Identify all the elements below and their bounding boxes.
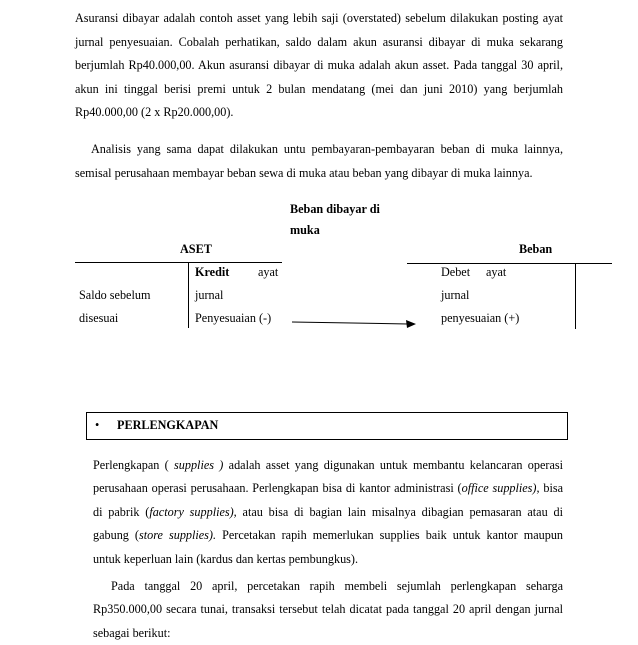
diagram-title-line2: muka [290, 223, 320, 237]
beban-header: Beban [519, 242, 553, 256]
arrow-icon [290, 315, 420, 329]
debet-ayat: ayat [486, 265, 507, 279]
p3-text-4: atau bisa di bagian lain misalnya dibagian pemasaran atau di gabung ( [93, 504, 563, 543]
saldo-sebelum-label: Saldo sebelum [79, 288, 151, 302]
kredit-penyesuaian: Penyesuaian (-) [195, 311, 272, 325]
p3-text-2: adalah asset yang digunakan untuk membantu kelancaran operasi perusahaan operasi perusahaan. Perlengkapan bisa di kantor administrasi ( [93, 458, 564, 496]
section-title: PERLENGKAPAN [117, 418, 219, 432]
p3-text-5: Percetakan rapih memerlukan supplies baik untuk kantor maupun untuk keperluan lain (kardus dan kertas pembungkus). [93, 528, 564, 566]
kredit-label: Kredit [195, 265, 230, 279]
aset-divider [188, 262, 189, 328]
paragraph-pembelian: Pada tanggal 20 april, percetakan rapih membeli sejumlah perlengkapan seharga Rp350.000,00 secara tunai, transaksi tersebut telah dicatat pada tanggal 20 april dengan jurnal sebagai berikut: [93, 579, 563, 640]
aset-top-line [75, 262, 282, 263]
diagram-title-line1: Beban dibayar di [290, 202, 380, 216]
section-box-perlengkapan [86, 412, 568, 440]
p3-italic-2: office supplies), [461, 481, 540, 496]
kredit-ayat: ayat [258, 265, 279, 279]
aset-header: ASET [180, 242, 212, 256]
debet-penyesuaian: penyesuaian (+) [441, 311, 520, 325]
p3-italic-3: factory supplies), [149, 504, 237, 519]
paragraph-asuransi: Asuransi dibayar adalah contoh asset yang lebih saji (overstated) sebelum dilakukan posting ayat jurnal penyesuaian. Cobalah perhatikan, saldo dalam akun asuransi dibayar di muka sekarang berjumlah Rp40.000,00. Akun asuransi dibayar di muka adalah akun asset. Pada tanggal 30 april, akun ini tinggal berisi premi untuk 2 bulan mendatang (mei dan juni 2010) yang berjumlah Rp40.000,00 (2 x Rp20.000,00). [75, 11, 563, 120]
kredit-jurnal: jurnal [195, 288, 224, 302]
paragraph-perlengkapan [93, 454, 563, 571]
debet-label: Debet [441, 265, 471, 279]
beban-top-line [407, 263, 612, 264]
p3-text-3: bisa di pabrik ( [93, 481, 563, 519]
bullet-icon: • [95, 418, 100, 432]
p3-italic-4: store supplies). [139, 528, 217, 543]
debet-jurnal: jurnal [441, 288, 470, 302]
p3-text-1: Perlengkapan ( [93, 458, 175, 472]
disesuai-label: disesuai [79, 311, 119, 325]
p3-italic-1: supplies ) [174, 458, 224, 472]
beban-right-border [575, 263, 576, 329]
paragraph-analisis: Analisis yang sama dapat dilakukan untu pembayaran-pembayaran beban di muka lainnya, semisal perusahaan membayar beban sewa di muka atau beban yang dibayar di muka lainnya. [75, 142, 563, 180]
